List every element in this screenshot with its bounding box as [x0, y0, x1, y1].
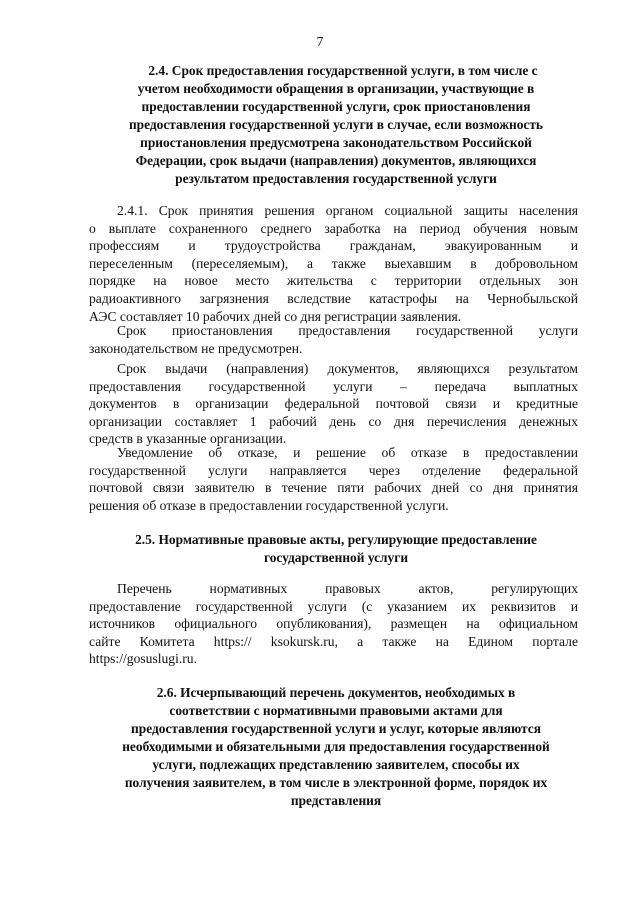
heading-line: 2.4. Срок предоставления государственной услуги, в том числе с — [148, 63, 538, 78]
heading-line: Федерации, срок выдачи (направления) документов, являющихся — [135, 153, 537, 168]
paragraph-line: 2.4.1. Срок принятия решения органом социальной защиты населения — [117, 203, 578, 218]
paragraph-line: радиоактивного загрязнения вследствие катастрофы на Чернобыльской — [89, 290, 578, 306]
paragraph-line: решения об отказе в предоставлении государственной услуги. — [89, 497, 449, 513]
heading-line: представления — [290, 793, 382, 808]
paragraph-line: порядке на новое место жительства с территории отдельных зон — [89, 273, 578, 289]
heading-line: предоставления государственной услуги и услуг, которые являются — [131, 721, 541, 736]
heading-line: необходимыми и обязательными для предоставления государственной — [122, 739, 550, 754]
paragraph-issuance — [89, 360, 578, 448]
section-2-5-heading — [96, 531, 576, 567]
paragraph-line: документов в организации федеральной почтовой связи и кредитные — [89, 396, 578, 412]
heading-line: учетом необходимости обращения в организации, участвующие в — [137, 81, 535, 96]
heading-line: государственной услуги — [263, 550, 409, 565]
section-2-4-heading — [96, 62, 576, 188]
paragraph-legal-acts — [89, 580, 578, 668]
heading-line: 2.5. Нормативные правовые акты, регулирующие предоставление — [135, 532, 537, 547]
heading-line: предоставлении государственной услуги, срок приостановления — [141, 99, 531, 114]
paragraph-line: Срок выдачи (направления) документов, являющихся результатом — [117, 361, 578, 376]
paragraph-line: Перечень нормативных правовых актов, регулирующих — [117, 581, 578, 596]
paragraph-line: Срок приостановления предоставления государственной услуги — [117, 323, 578, 338]
heading-line: получения заявителем, в том числе в электронной форме, порядок их — [124, 775, 548, 790]
paragraph-line: предоставление государственной услуги (с указанием их реквизитов и — [89, 598, 578, 614]
paragraph-line: организации составляет 1 рабочий день со дня перечисления денежных — [89, 413, 578, 429]
heading-line: приостановления предусмотрена законодательством Российской — [140, 135, 532, 150]
paragraph-line: источников официального опубликования), размещен на официальном — [89, 616, 578, 632]
paragraph-line: предоставления государственной услуги – передача выплатных — [89, 378, 578, 394]
heading-line: услуги, подлежащих представлению заявителем, способы их — [152, 757, 520, 772]
paragraph-line: о выплате сохраненного среднего заработка на период обучения новым — [89, 220, 578, 236]
paragraph-line: сайте Комитета https:// ksokursk.ru, а также на Едином портале — [89, 633, 578, 649]
page-number: 7 — [316, 34, 324, 49]
paragraph-line: Уведомление об отказе, и решение об отказе в предоставлении — [117, 445, 578, 460]
paragraph-line: АЭС составляет 10 рабочих дней со дня регистрации заявления. — [89, 308, 462, 324]
paragraph-line: почтовой связи заявителю в течение пяти рабочих дней со дня принятия — [89, 480, 578, 496]
paragraph-line: профессиям и трудоустройства гражданам, эвакуированным и — [89, 238, 578, 254]
paragraph-2-4-1 — [89, 202, 578, 325]
paragraph-line: государственной услуги направляется через отделение федеральной — [89, 462, 578, 478]
paragraph-suspension — [89, 322, 578, 357]
heading-line: 2.6. Исчерпывающий перечень документов, необходимых в — [156, 685, 516, 700]
paragraph-line: переселенным (переселяемым), а также выехавшим в добровольном — [89, 255, 578, 271]
heading-line: предоставления государственной услуги в случае, если возможность — [128, 117, 544, 132]
paragraph-line: средств в указанные организации. — [89, 431, 287, 447]
paragraph-line: законодательством не предусмотрен. — [89, 340, 303, 356]
heading-line: соответствии с нормативными правовыми актами для — [169, 703, 503, 718]
paragraph-refusal-notice — [89, 444, 578, 514]
paragraph-line: https://gosuslugi.ru. — [89, 651, 198, 667]
section-2-6-heading — [96, 684, 576, 810]
heading-line: результатом предоставления государственной услуги — [175, 171, 497, 186]
